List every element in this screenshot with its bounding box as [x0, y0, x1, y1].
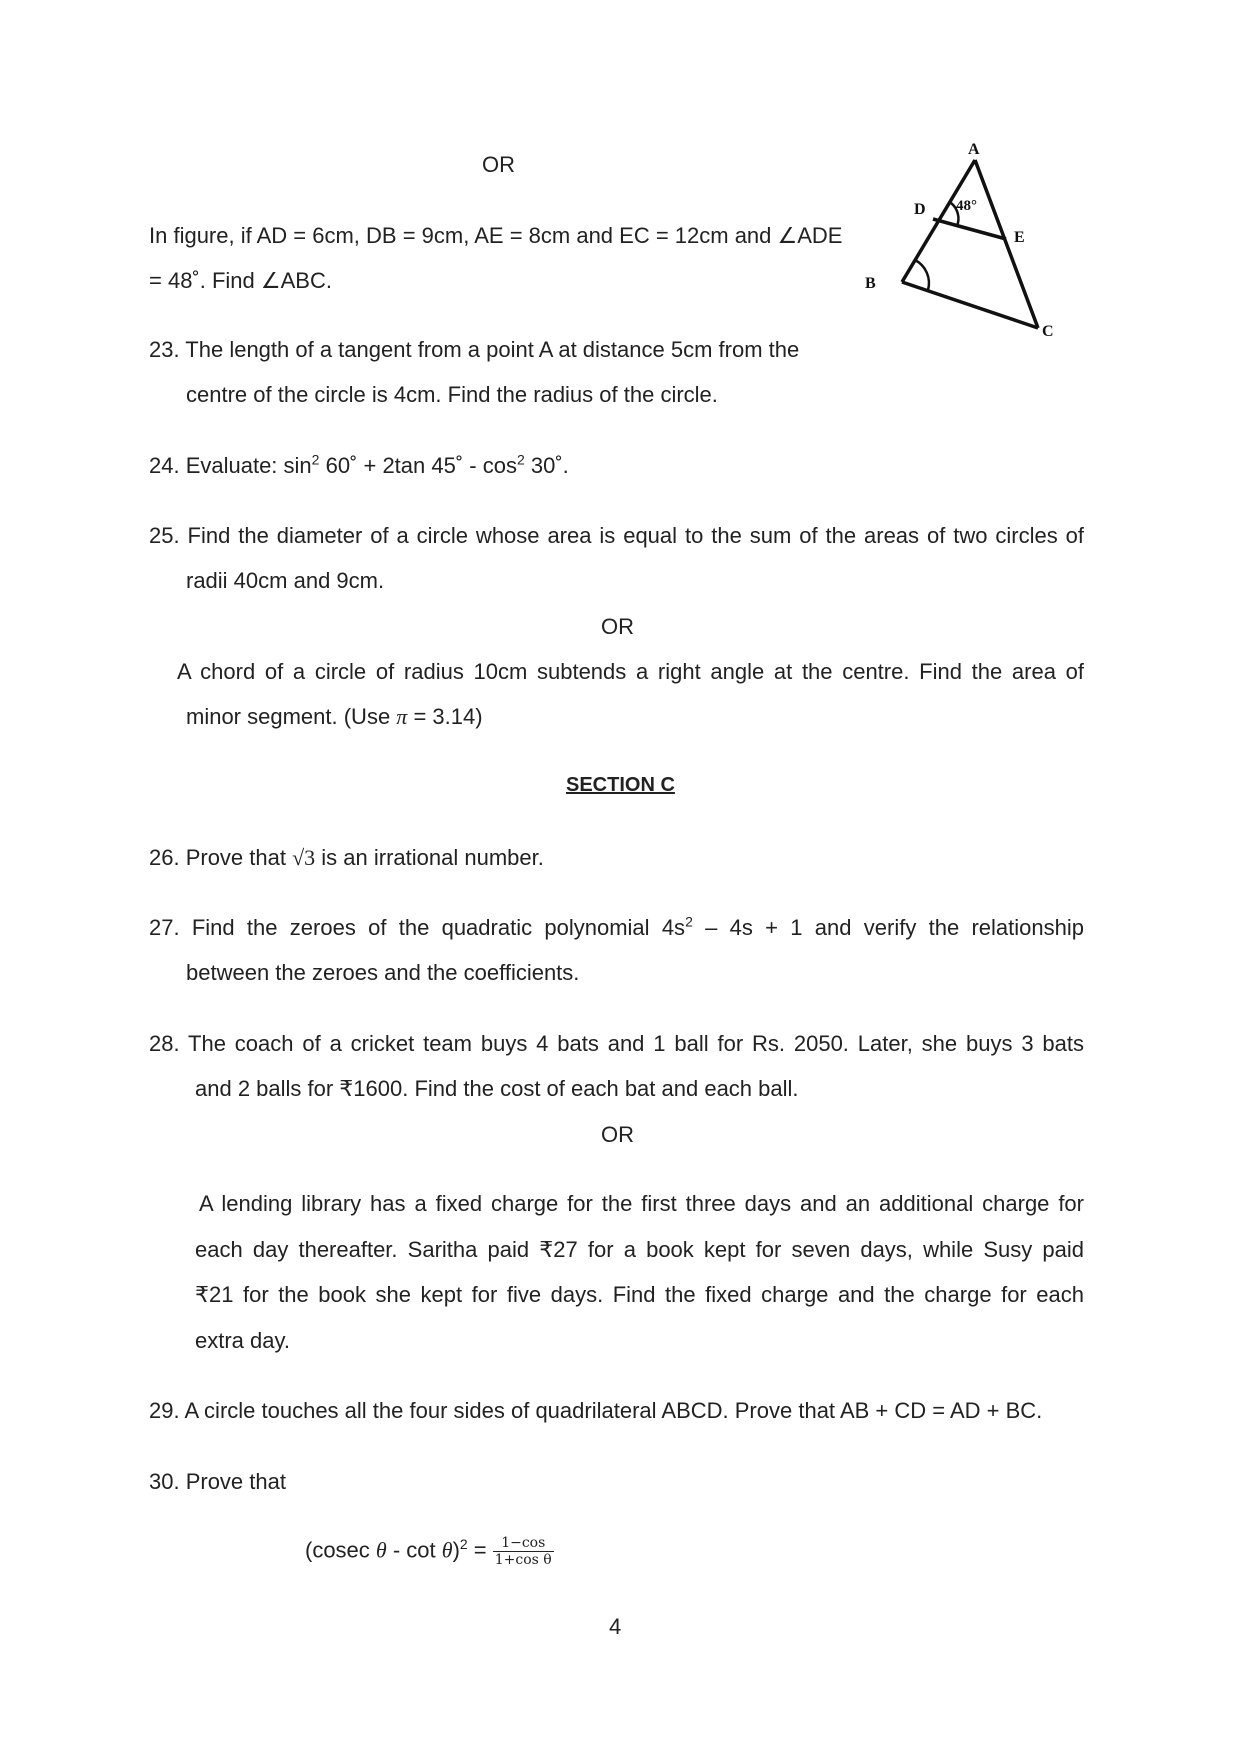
question-28-or-line3: ₹21 for the book she kept for five days. Find the fixed charge and the charge for each: [195, 1282, 1084, 1307]
question-27-line1: 27. Find the zeroes of the quadratic polynomial $4s^2 - 4s + 1$ and verify the relationship: [149, 913, 1084, 940]
vertex-label-e: E: [1014, 229, 1025, 246]
question-22-or-line1: In figure, if AD = 6cm, DB = 9cm, AE = 8cm and EC = 12cm and ∠ADE: [149, 223, 843, 248]
question-29: 29. A circle touches all the four sides of quadrilateral ABCD. Prove that AB + CD = AD + BC.: [149, 1398, 1043, 1423]
vertex-label-d: D: [914, 201, 926, 218]
angle-label: 48°: [956, 198, 977, 214]
question-25-or-line1: A chord of a circle of radius 10cm subtends a right angle at the centre. Find the area of: [177, 659, 1084, 684]
question-28-or-line4: extra day.: [195, 1328, 290, 1353]
triangle-figure: [860, 140, 1080, 340]
question-27-line2: between the zeroes and the coefficients.: [186, 960, 580, 985]
question-30-line1: 30. Prove that: [149, 1469, 286, 1494]
question-25-or-line2: minor segment. (Use π = 3.14): [186, 704, 483, 729]
question-22-or-line2: = 48˚. Find ∠ABC.: [149, 268, 332, 293]
question-23-line2: centre of the circle is 4cm. Find the radius of the circle.: [186, 382, 718, 407]
question-28-line1: 28. The coach of a cricket team buys 4 bats and 1 ball for Rs. 2050. Later, she buys 3 bats: [149, 1031, 1084, 1056]
question-25-line1: 25. Find the diameter of a circle whose area is equal to the sum of the areas of two circles of: [149, 523, 1084, 548]
side-ac: [975, 160, 1038, 328]
question-28-line2: and 2 balls for ₹1600. Find the cost of each bat and each ball.: [195, 1076, 799, 1101]
vertex-label-b: B: [865, 275, 876, 292]
side-bc: [902, 282, 1038, 328]
question-26: 26. Prove that √3 is an irrational number.: [149, 845, 544, 870]
question-23-line1: 23. The length of a tangent from a point A at distance 5cm from the: [149, 337, 800, 362]
section-title: SECTION C: [566, 774, 675, 796]
or-label: OR: [601, 614, 634, 639]
question-28-or-line2: each day thereafter. Saritha paid ₹27 for a book kept for seven days, while Susy paid: [195, 1237, 1084, 1262]
vertex-label-c: C: [1042, 323, 1054, 340]
question-28-or-line1: A lending library has a fixed charge for the first three days and an additional charge for: [199, 1191, 1084, 1216]
question-25-line2: radii 40cm and 9cm.: [186, 568, 385, 593]
or-label: OR: [601, 1122, 634, 1147]
fraction: $\frac{1-\cos}{\text{1+cos θ}}$: [494, 1535, 552, 1568]
page-number: 4: [609, 1614, 622, 1639]
vertex-label-a: A: [968, 141, 980, 158]
question-24: 24. Evaluate: $\sin^2$ 60˚ + 2tan 45˚ - $\cos^2$ 30˚.: [149, 451, 569, 478]
question-30-formula: (cosec θ - cot θ)$^2$ = $\frac{1-\cos}{\text{1+cos θ}}$: [305, 1535, 552, 1568]
segment-de: [933, 219, 1006, 239]
or-label: OR: [482, 152, 515, 177]
